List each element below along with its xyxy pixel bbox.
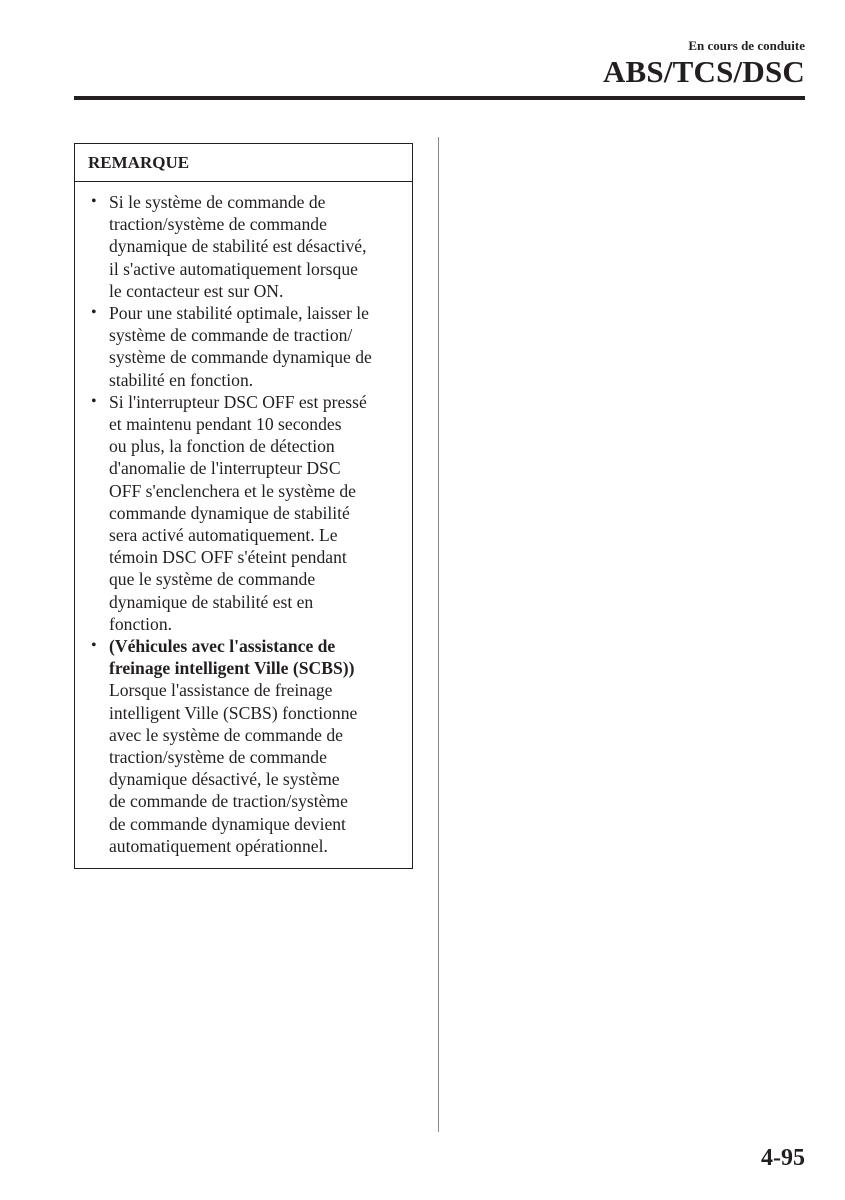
page-title: ABS/TCS/DSC — [602, 54, 805, 89]
note-item-line: ou plus, la fonction de détection — [109, 436, 335, 457]
note-item-line: et maintenu pendant 10 secondes — [109, 414, 342, 435]
note-item-line: fonction. — [109, 613, 173, 634]
note-item — [75, 191, 406, 302]
bullet-icon: • — [91, 637, 97, 655]
column-divider — [438, 137, 439, 1132]
note-item-line: avec le système de commande de — [109, 724, 343, 745]
note-item-line: Si l'interrupteur DSC OFF est pressé — [109, 391, 367, 412]
note-item-line: témoin DSC OFF s'éteint pendant — [109, 547, 347, 568]
note-item-line: d'anomalie de l'interrupteur DSC — [109, 458, 341, 479]
note-item-line: Lorsque l'assistance de freinage — [109, 680, 333, 701]
note-item-line: stabilité en fonction. — [109, 369, 254, 390]
note-item-line: traction/système de commande — [109, 214, 327, 235]
note-item-line: OFF s'enclenchera et le système de — [109, 480, 356, 501]
note-item-line: commande dynamique de stabilité — [109, 502, 350, 523]
note-item-line: intelligent Ville (SCBS) fonctionne — [109, 702, 358, 723]
note-item — [75, 635, 406, 857]
note-item-line: dynamique de stabilité est désactivé, — [109, 236, 367, 257]
note-item-line: dynamique désactivé, le système — [109, 769, 340, 790]
note-item-line: traction/système de commande — [109, 747, 327, 768]
note-item-line: de commande dynamique devient — [109, 813, 346, 834]
bullet-icon: • — [91, 193, 97, 210]
section-header: En cours de conduite — [688, 38, 805, 53]
note-item — [75, 302, 406, 391]
note-item-heading-line: freinage intelligent Ville (SCBS)) — [109, 658, 355, 679]
bullet-icon: • — [91, 392, 97, 410]
note-item-line: Pour une stabilité optimale, laisser le — [109, 303, 369, 324]
note-item-heading-line: (Véhicules avec l'assistance de — [109, 636, 336, 657]
note-box — [74, 143, 413, 869]
page-number: 4-95 — [761, 1145, 805, 1171]
note-item-line: que le système de commande — [109, 569, 316, 590]
note-item-line: Si le système de commande de — [109, 192, 326, 212]
note-item-line: le contacteur est sur ON. — [109, 280, 284, 301]
note-item-line: automatiquement opérationnel. — [109, 835, 328, 856]
note-item-line: sera activé automatiquement. Le — [109, 525, 338, 546]
note-item-line: système de commande dynamique de — [109, 347, 372, 368]
bullet-icon: • — [91, 304, 97, 322]
note-title: REMARQUE — [75, 144, 412, 182]
note-item — [75, 391, 406, 635]
note-item-line: dynamique de stabilité est en — [109, 591, 314, 612]
note-item-line: système de commande de traction/ — [109, 325, 353, 346]
note-item-line: il s'active automatiquement lorsque — [109, 258, 358, 279]
note-list — [75, 182, 412, 868]
header-rule — [74, 96, 805, 100]
note-item-line: de commande de traction/système — [109, 791, 348, 812]
